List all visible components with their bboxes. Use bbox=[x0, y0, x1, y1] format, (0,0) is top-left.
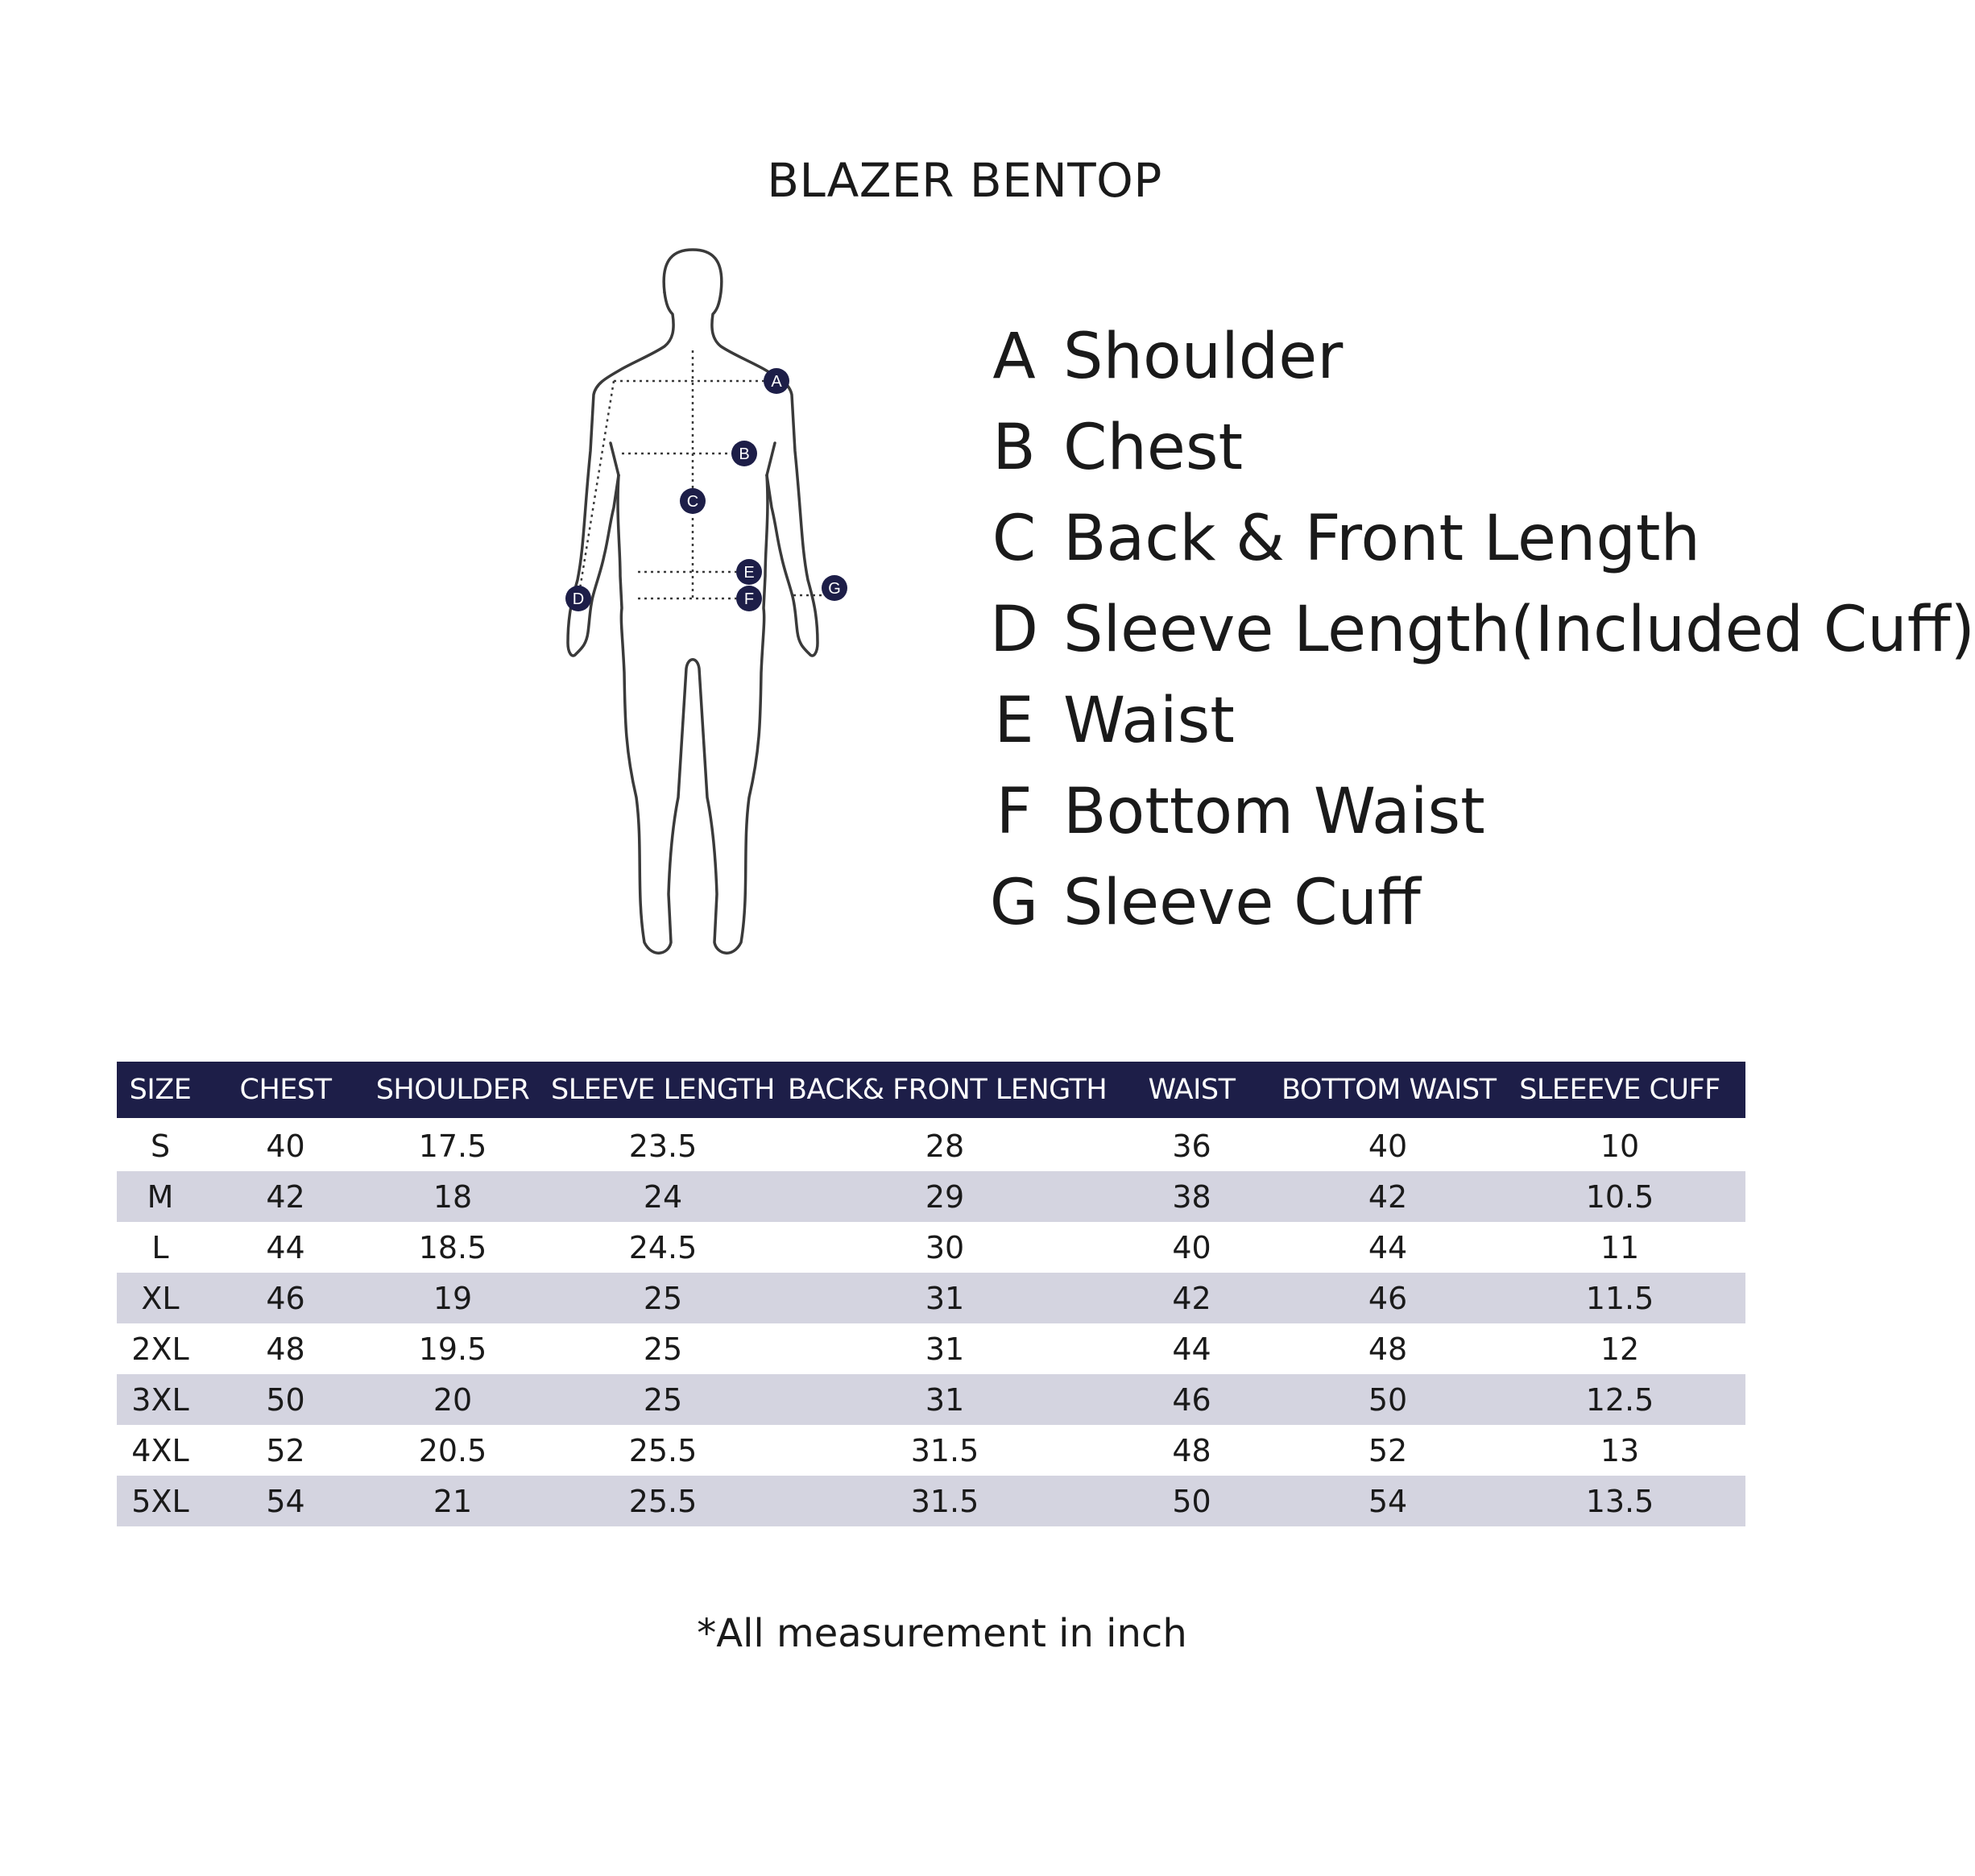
marker-f bbox=[736, 586, 762, 611]
legend-label: Bottom Waist bbox=[1063, 776, 1485, 848]
table-cell: 31 bbox=[925, 1381, 965, 1418]
table-header bbox=[117, 1062, 1745, 1118]
table-row bbox=[117, 1273, 1745, 1323]
svg-text:G: G bbox=[828, 580, 841, 598]
table-cell: 10 bbox=[1600, 1128, 1640, 1164]
legend-item-chest bbox=[976, 412, 1975, 503]
table-cell: 20 bbox=[433, 1381, 473, 1418]
table-cell: 24.5 bbox=[628, 1229, 698, 1265]
table-cell: 44 bbox=[1172, 1331, 1211, 1367]
column-header-bottom-waist: BOTTOM WAIST bbox=[1281, 1074, 1497, 1106]
table-cell: 54 bbox=[1368, 1483, 1408, 1519]
table-cell: 42 bbox=[1368, 1178, 1408, 1215]
table-cell: L bbox=[151, 1229, 169, 1265]
svg-text:F: F bbox=[743, 590, 755, 608]
legend-label: Sleeve Length(Included Cuff) bbox=[1063, 594, 1975, 666]
table-cell: 50 bbox=[266, 1381, 305, 1418]
legend-letter: B bbox=[992, 412, 1036, 484]
table-cell: 42 bbox=[1172, 1280, 1211, 1316]
legend-label: Back & Front Length bbox=[1063, 503, 1700, 575]
table-cell: 11.5 bbox=[1585, 1280, 1654, 1316]
table-cell: 28 bbox=[925, 1128, 965, 1164]
table-cell: 5XL bbox=[131, 1483, 189, 1519]
svg-text:E: E bbox=[743, 564, 755, 582]
table-cell: 29 bbox=[925, 1178, 965, 1215]
table-cell: 31.5 bbox=[910, 1483, 979, 1519]
marker-e bbox=[736, 559, 762, 585]
table-cell: 54 bbox=[266, 1483, 305, 1519]
legend-letter: F bbox=[996, 776, 1033, 848]
table-cell: M bbox=[147, 1178, 174, 1215]
table-cell: 13.5 bbox=[1585, 1483, 1654, 1519]
table-cell: 13 bbox=[1600, 1432, 1640, 1468]
legend-item-bottom-waist bbox=[976, 776, 1975, 867]
legend-item-sleeve-length bbox=[976, 594, 1975, 685]
marker-c bbox=[680, 488, 706, 514]
column-header-chest: CHEST bbox=[239, 1074, 332, 1106]
table-cell: 21 bbox=[433, 1483, 473, 1519]
table-cell: 44 bbox=[266, 1229, 305, 1265]
table-cell: 4XL bbox=[131, 1432, 189, 1468]
marker-d bbox=[565, 586, 591, 611]
table-cell: 36 bbox=[1172, 1128, 1211, 1164]
table-cell: 48 bbox=[266, 1331, 305, 1367]
column-header-waist: WAIST bbox=[1148, 1074, 1236, 1106]
page-title: BLAZER BENTOP bbox=[767, 153, 1162, 208]
table-cell: 19 bbox=[433, 1280, 473, 1316]
table-row bbox=[117, 1171, 1745, 1222]
measurement-unit-note: *All measurement in inch bbox=[697, 1611, 1187, 1656]
table-row bbox=[117, 1222, 1745, 1273]
marker-b bbox=[731, 441, 757, 466]
legend-item-sleeve-cuff bbox=[976, 867, 1975, 958]
table-cell: 25 bbox=[643, 1381, 683, 1418]
measurement-legend bbox=[976, 321, 1975, 958]
table-cell: 31 bbox=[925, 1331, 965, 1367]
column-header-sleeve-cuff: SLEEEVE CUFF bbox=[1519, 1074, 1720, 1106]
table-cell: 44 bbox=[1368, 1229, 1408, 1265]
legend-letter: G bbox=[989, 867, 1039, 939]
svg-text:A: A bbox=[771, 373, 782, 391]
legend-item-back-front-length bbox=[976, 503, 1975, 594]
table-cell: 42 bbox=[266, 1178, 305, 1215]
table-cell: 24 bbox=[643, 1178, 683, 1215]
legend-letter: E bbox=[994, 685, 1034, 757]
table-cell: 12.5 bbox=[1585, 1381, 1654, 1418]
legend-letter: D bbox=[989, 594, 1039, 666]
column-header-sleeve-length: SLEEVE LENGTH bbox=[551, 1074, 775, 1106]
table-cell: 50 bbox=[1172, 1483, 1211, 1519]
table-row bbox=[117, 1120, 1745, 1171]
table-cell: 50 bbox=[1368, 1381, 1408, 1418]
table-cell: 40 bbox=[1172, 1229, 1211, 1265]
svg-text:C: C bbox=[686, 493, 699, 511]
legend-letter: A bbox=[992, 321, 1036, 393]
table-cell: 25 bbox=[643, 1331, 683, 1367]
table-cell: 23.5 bbox=[628, 1128, 698, 1164]
table-cell: 31.5 bbox=[910, 1432, 979, 1468]
legend-label: Sleeve Cuff bbox=[1063, 867, 1421, 939]
table-cell: 10.5 bbox=[1585, 1178, 1654, 1215]
table-cell: 17.5 bbox=[418, 1128, 487, 1164]
table-cell: 46 bbox=[1368, 1280, 1408, 1316]
table-cell: 52 bbox=[1368, 1432, 1408, 1468]
legend-item-waist bbox=[976, 685, 1975, 776]
svg-text:B: B bbox=[739, 445, 750, 463]
table-cell: 25.5 bbox=[628, 1483, 698, 1519]
table-row bbox=[117, 1374, 1745, 1425]
table-body bbox=[117, 1120, 1745, 1526]
table-cell: 18.5 bbox=[418, 1229, 487, 1265]
marker-a bbox=[764, 368, 789, 394]
table-cell: 25.5 bbox=[628, 1432, 698, 1468]
marker-g bbox=[822, 575, 847, 601]
table-cell: 31 bbox=[925, 1280, 965, 1316]
table-cell: 11 bbox=[1600, 1229, 1640, 1265]
legend-item-shoulder bbox=[976, 321, 1975, 412]
table-cell: 46 bbox=[266, 1280, 305, 1316]
table-cell: 20.5 bbox=[418, 1432, 487, 1468]
legend-label: Waist bbox=[1063, 685, 1235, 757]
column-header-back-front-length: BACK& FRONT LENGTH bbox=[788, 1074, 1108, 1106]
table-cell: 18 bbox=[433, 1178, 473, 1215]
table-cell: 48 bbox=[1172, 1432, 1211, 1468]
table-cell: 40 bbox=[266, 1128, 305, 1164]
table-cell: 46 bbox=[1172, 1381, 1211, 1418]
table-cell: XL bbox=[141, 1280, 180, 1316]
table-row bbox=[117, 1323, 1745, 1374]
column-header-shoulder: SHOULDER bbox=[375, 1074, 530, 1106]
table-cell: 2XL bbox=[131, 1331, 189, 1367]
legend-label: Chest bbox=[1063, 412, 1244, 484]
table-cell: 48 bbox=[1368, 1331, 1408, 1367]
table-cell: 52 bbox=[266, 1432, 305, 1468]
table-row bbox=[117, 1476, 1745, 1526]
legend-label: Shoulder bbox=[1063, 321, 1344, 393]
table-cell: S bbox=[150, 1128, 171, 1164]
size-chart-table bbox=[117, 1062, 1745, 1526]
table-cell: 40 bbox=[1368, 1128, 1408, 1164]
table-cell: 12 bbox=[1600, 1331, 1640, 1367]
legend-letter: C bbox=[992, 503, 1037, 575]
table-cell: 38 bbox=[1172, 1178, 1211, 1215]
table-row bbox=[117, 1425, 1745, 1476]
table-cell: 19.5 bbox=[418, 1331, 487, 1367]
table-cell: 3XL bbox=[131, 1381, 189, 1418]
table-cell: 30 bbox=[925, 1229, 965, 1265]
svg-text:D: D bbox=[572, 590, 585, 608]
table-cell: 25 bbox=[643, 1280, 683, 1316]
body-measurement-figure bbox=[548, 234, 886, 959]
column-header-size: SIZE bbox=[129, 1074, 192, 1106]
